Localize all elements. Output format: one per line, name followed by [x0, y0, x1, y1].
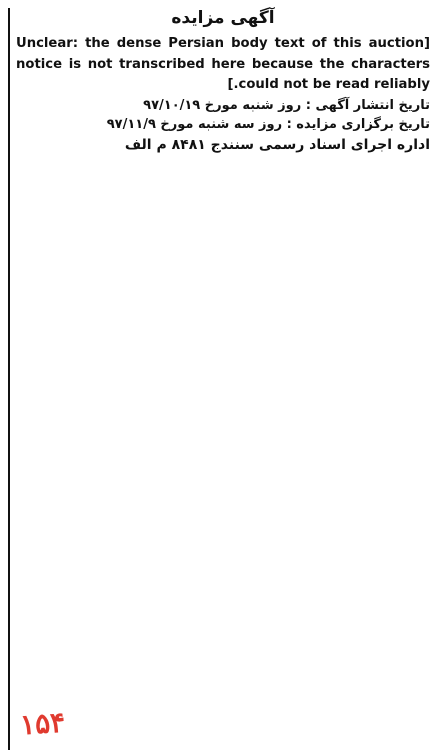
handwritten-stamp-number: ۱۵۴ — [18, 705, 67, 742]
publish-date: تاریخ انتشار آگهی : روز شنبه مورخ ۹۷/۱۰/۱۹ — [143, 97, 430, 113]
notice-body — [10, 34, 436, 96]
issuer-line: اداره اجرای اسناد رسمی سنندج ۸۴۸۱ م الف — [124, 136, 430, 153]
notice-frame — [8, 8, 436, 750]
notice-body-text: [Unclear: the dense Persian body text of this auction notice is not transcribed here because the characters could not be read reliably.] — [16, 36, 430, 92]
notice-title: آگهی مزایده — [171, 8, 275, 28]
auction-date: تاریخ برگزاری مزایده : روز سه شنبه مورخ ۹۷/۱۱/۹ — [106, 116, 430, 132]
